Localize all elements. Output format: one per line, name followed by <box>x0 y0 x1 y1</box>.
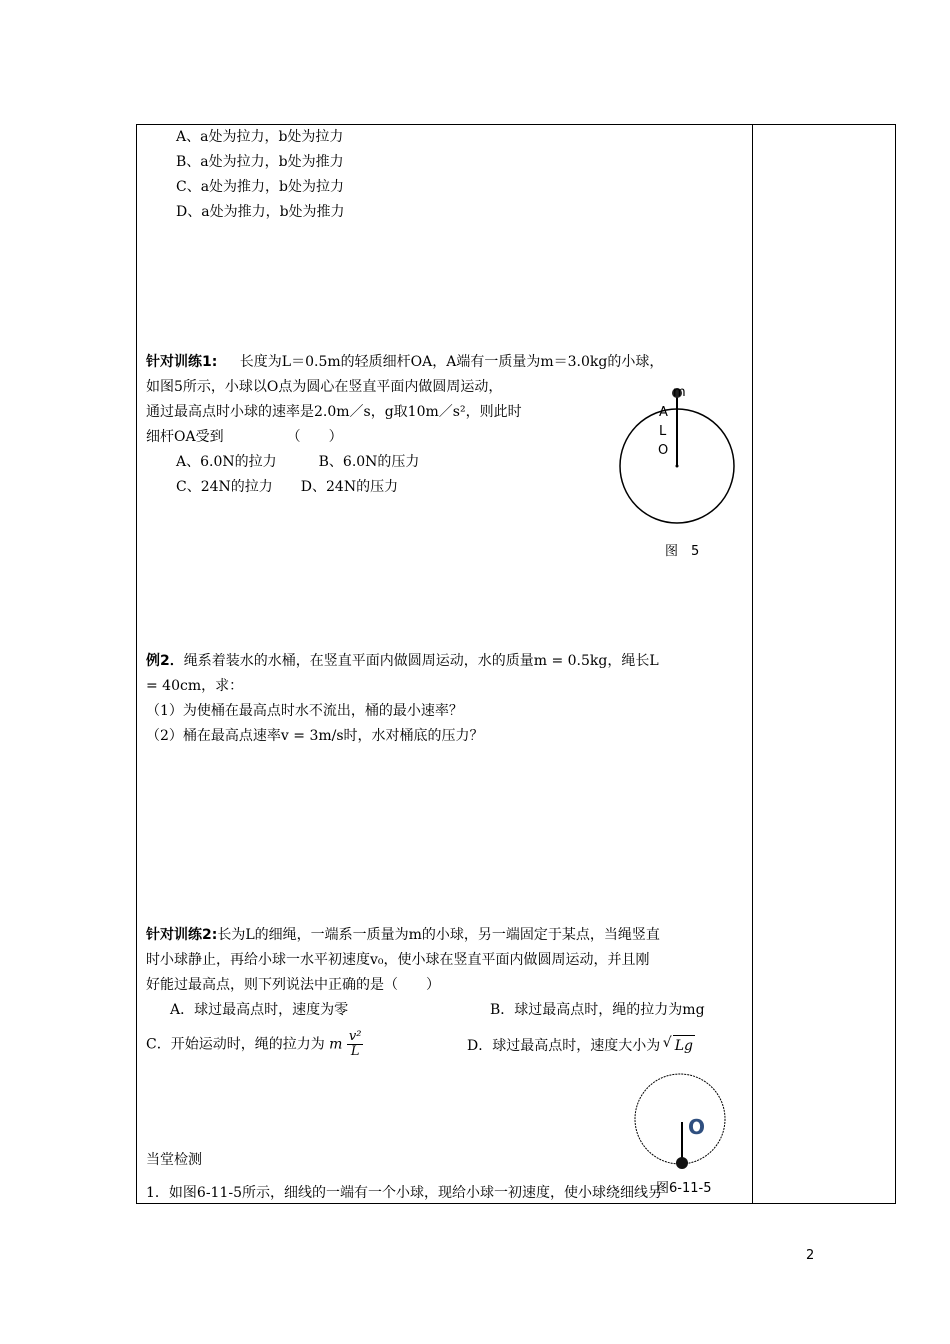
option-d-top: D、a处为推力，b处为推力 <box>176 204 345 220</box>
fig5-label-o: O <box>658 443 669 458</box>
fig5-label-m: m <box>673 385 686 400</box>
fig5-caption: 图 5 <box>665 544 700 559</box>
training2-line1 <box>146 925 660 945</box>
option-b-top: B、a处为拉力，b处为推力 <box>176 154 344 170</box>
example2-line2: = 40cm，求： <box>146 678 244 694</box>
column-divider <box>752 125 753 1203</box>
formula-m: m <box>329 1036 343 1053</box>
page-number: 2 <box>806 1248 815 1263</box>
fig6-label-o: O <box>688 1115 706 1139</box>
training2-line3: 好能过最高点，则下列说法中正确的是（ ） <box>146 977 440 993</box>
example2-label: 例2． <box>146 653 184 669</box>
check-title: 当堂检测 <box>146 1152 202 1168</box>
training2-option-a: A．球过最高点时，速度为零 <box>170 1002 349 1018</box>
training1-option-cd: C、24N的拉力 D、24N的压力 <box>176 479 399 495</box>
center-o <box>676 465 679 468</box>
fig6-caption: 图6-11-5 <box>656 1181 712 1196</box>
training1-line3: 通过最高点时小球的速率是2.0m／s，g取10m／s²，则此时 <box>146 404 522 420</box>
training2-option-d <box>467 1035 695 1056</box>
formula-denominator: L <box>350 1044 360 1059</box>
option-a-top: A、a处为拉力，b处为拉力 <box>176 129 344 145</box>
example2-text1: 绳系着装水的水桶，在竖直平面内做圆周运动，水的质量m = 0.5kg，绳长L <box>183 653 659 669</box>
training2-label: 针对训练2: <box>146 927 218 943</box>
fig5-label-a: A <box>659 405 668 420</box>
example2-line1 <box>146 651 659 671</box>
training2-option-b: B．球过最高点时，绳的拉力为mg <box>490 1002 705 1018</box>
example2-q1: （1）为使桶在最高点时水不流出，桶的最小速率？ <box>146 703 463 719</box>
formula-numerator: v² <box>348 1029 362 1044</box>
training1-line4: 细杆OA受到 （ ） <box>146 429 343 445</box>
dashed-circle-path <box>635 1074 725 1164</box>
figure-6-11-5-diagram <box>630 1072 730 1172</box>
training2-option-c <box>146 1030 363 1059</box>
training1-line2: 如图5所示，小球以O点为圆心在竖直平面内做圆周运动， <box>146 379 503 395</box>
example2-q2: （2）桶在最高点速率v = 3m/s时，水对桶底的压力？ <box>146 728 484 744</box>
training1-option-ab: A、6.0N的拉力 B、6.0N的压力 <box>176 454 420 470</box>
formula-v2-over-l <box>347 1030 364 1059</box>
fig5-label-l: L <box>659 424 667 439</box>
check-q1: 1．如图6-11-5所示，细线的一端有一个小球，现给小球一初速度，使小球绕细线另 <box>146 1185 662 1201</box>
training2-text1: 长为L的细绳，一端系一质量为m的小球，另一端固定于某点，当绳竖直 <box>217 927 660 943</box>
training2-option-c-text: C．开始运动时，绳的拉力为 <box>146 1036 325 1053</box>
training1-text1: 长度为L＝0.5m的轻质细杆OA，A端有一质量为m＝3.0kg的小球， <box>239 354 664 370</box>
figure-5-diagram <box>610 380 750 530</box>
training2-option-d-text: D．球过最高点时，速度大小为 <box>467 1038 661 1054</box>
training2-line2: 时小球静止，再给小球一水平初速度v₀，使小球在竖直平面内做圆周运动，并且刚 <box>146 952 650 968</box>
option-c-top: C、a处为推力，b处为拉力 <box>176 179 345 195</box>
ball <box>676 1157 688 1169</box>
training1-label: 针对训练1: <box>146 354 218 370</box>
formula-sqrt-lg: √ Lg <box>673 1035 695 1056</box>
training1-line1 <box>146 352 663 372</box>
